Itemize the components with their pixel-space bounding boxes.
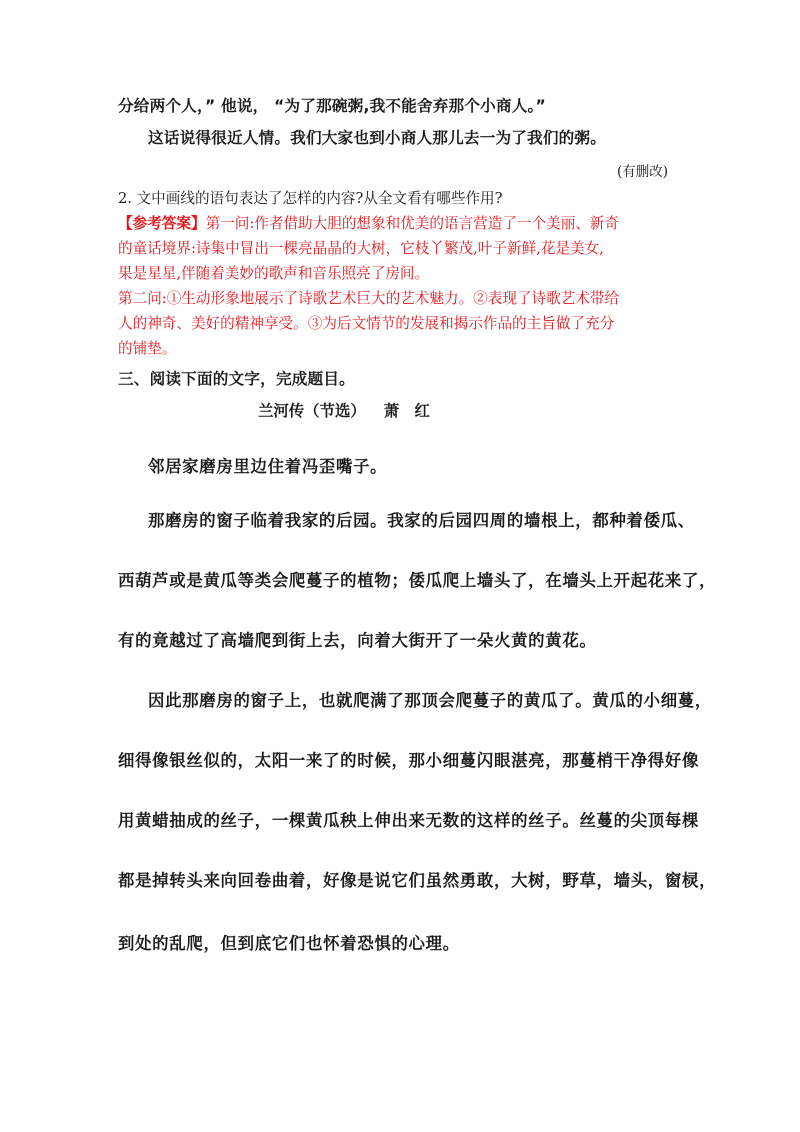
- answer-part2-line-2: 人的神奇、美好的精神享受。③为后文情节的发展和揭示作品的主旨做了充分: [118, 315, 615, 332]
- passage-title: 兰河传（节选）: [258, 402, 366, 420]
- answer-part2-line-1: 第二问:①生动形象地展示了诗歌艺术巨大的艺术魅力。②表现了诗歌艺术带给: [118, 290, 620, 307]
- answer-line-1: [118, 212, 619, 233]
- paragraph-3-line-4: 都是掉转头来向回卷曲着，好像是说它们虽然勇敢，大树，野草，墙头，窗棂，: [118, 871, 717, 890]
- answer-label: 【参考答案】: [118, 215, 206, 232]
- paragraph-2-line-3: 有的竟越过了高墙爬到街上去，向着大街开了一朵火黄的黄花。: [118, 631, 597, 650]
- paragraph-1: 邻居家磨房里边住着冯歪嘴子。: [148, 457, 388, 476]
- passage-line-2: 这话说得很近人情。我们大家也到小商人那儿去一为了我们的粥。: [148, 129, 607, 147]
- paragraph-3-line-2: 细得像银丝似的，太阳一来了的时候，那小细蔓闪眼湛亮，那蔓梢干净得好像: [118, 751, 700, 770]
- passage-author: 萧 红: [383, 402, 430, 420]
- revision-note: (有删改): [617, 164, 669, 180]
- section-3-heading: 三、阅读下面的文字，完成题目。: [118, 370, 355, 388]
- answer-line-2: 的童话境界:诗集中冒出一棵亮晶晶的大树，它枝丫繁茂,叶子新鲜,花是美女,: [118, 240, 604, 257]
- passage-line-1: 分给两个人，” 他说， “为了那碗粥,我不能舍弃那个小商人。”: [118, 97, 546, 115]
- answer-text-1: 第一问:作者借助大胆的想象和优美的语言营造了一个美丽、新奇: [205, 215, 620, 232]
- paragraph-3-line-1: 因此那磨房的窗子上，也就爬满了那顶会爬蔓子的黄瓜了。黄瓜的小细蔓，: [148, 691, 712, 710]
- paragraph-2-line-1: 那磨房的窗子临着我家的后园。我家的后园四周的墙根上，都种着倭瓜、: [148, 511, 695, 530]
- paragraph-2-line-2: 西葫芦或是黄瓜等类会爬蔓子的植物；倭瓜爬上墙头了，在墙头上开起花来了，: [118, 571, 717, 590]
- passage-title-line: [258, 399, 430, 421]
- paragraph-3-line-3: 用黄蜡抽成的丝子，一棵黄瓜秧上伸出来无数的这样的丝子。丝蔓的尖顶每棵: [118, 811, 700, 830]
- question-2-prompt: 2. 文中画线的语句表达了怎样的内容?从全文看有哪些作用?: [118, 190, 503, 207]
- answer-part2-line-3: 的铺垫。: [118, 340, 177, 357]
- paragraph-3-line-5: 到处的乱爬，但到底它们也怀着恐惧的心理。: [118, 934, 460, 953]
- answer-line-3: 果是星星,伴随着美妙的歌声和音乐照亮了房间。: [118, 265, 430, 282]
